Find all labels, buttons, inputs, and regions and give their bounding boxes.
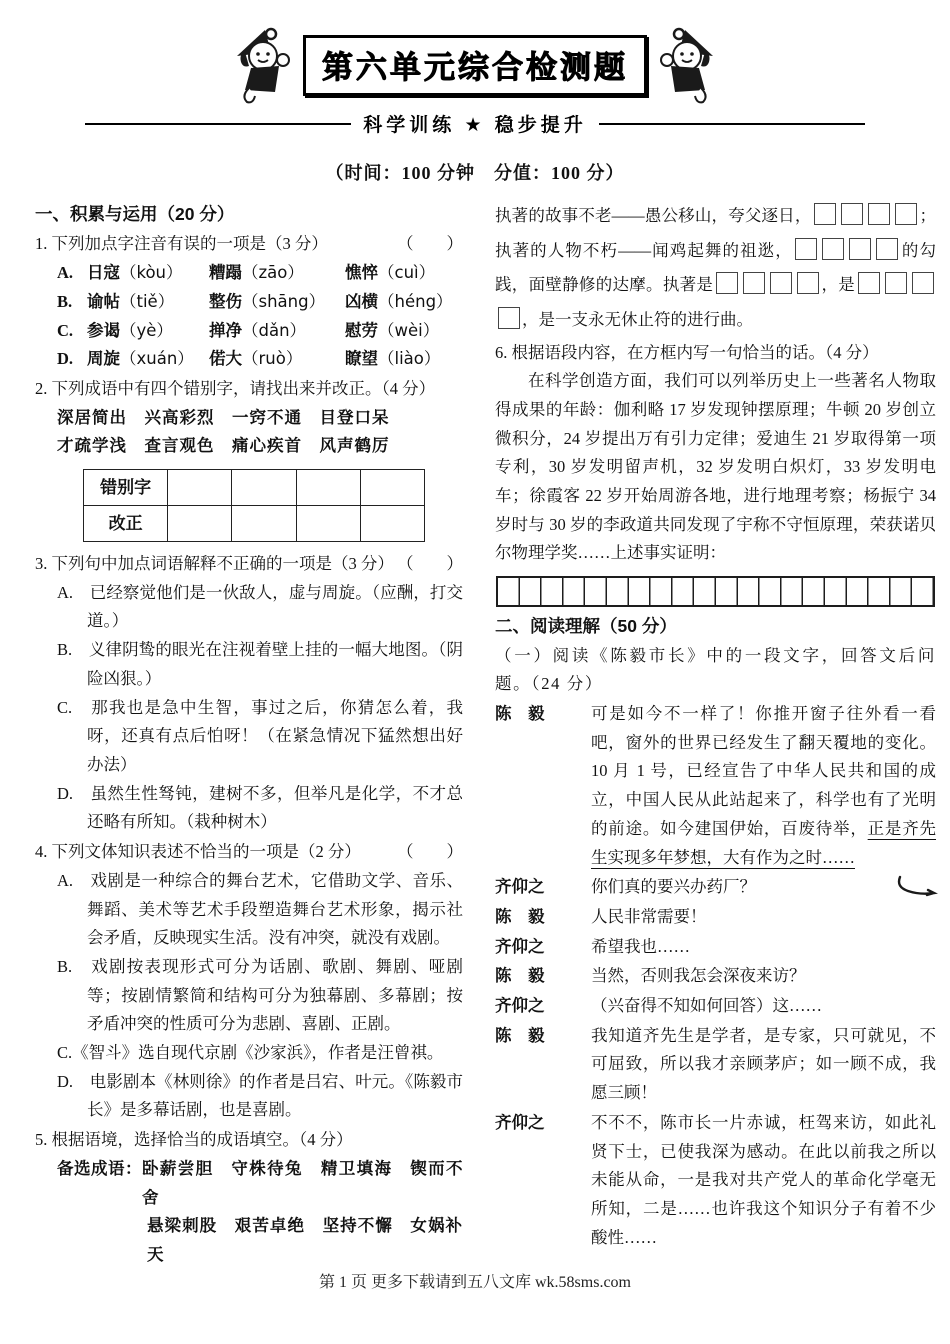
exam-title-box	[303, 35, 647, 96]
q1-answer-blank: （ ）	[397, 234, 463, 254]
q3-option-b: B. 义律阴鸷的眼光在注视着壁上挂的一幅大地图。（阴险凶狠。）	[57, 640, 464, 688]
q5-fill-seg1: 执著的故事不老——愚公移山，夸父逐日，	[495, 206, 812, 225]
underlined-text: 正是齐先生实现多年梦想，大有作为之时……	[591, 818, 937, 867]
q1-option-d	[35, 345, 463, 374]
q1-d-word2: 偌大（ruò）	[209, 349, 303, 369]
speaker-name: 陈 毅	[495, 967, 545, 986]
q4-option-a: A. 戏剧是一种综合的舞台艺术，它借助文学、音乐、舞蹈、美术等艺术手段塑造舞台艺术形象，揭示社会矛盾，反映现实生活。没有冲突，就没有戏剧。	[57, 870, 464, 948]
q1-a-word1: 日寇（kòu）	[87, 263, 183, 283]
speaker-name: 陈 毅	[495, 705, 545, 724]
answer-box[interactable]	[797, 272, 819, 294]
question-3	[35, 550, 463, 837]
q2-cell[interactable]	[360, 506, 424, 542]
answer-box[interactable]	[876, 238, 898, 260]
q2-idioms-line1: 深居简出 兴高彩烈 一窍不通 目登口呆	[57, 407, 390, 427]
dialogue-text: 可是如今不一样了！你推开窗子往外看一看吧，窗外的世界已经发生了翻天覆地的变化。10 月 1 号，已经宣告了中华人民共和国的成立，中国人民从此站起来了，科学也有了光明的前途。如今建国伊始，百废待举，正是齐先生实现多年梦想，大有作为之时……	[591, 704, 937, 867]
dialogue-line	[495, 1022, 936, 1108]
dialogue-line	[495, 1109, 936, 1253]
dialogue-line	[495, 933, 936, 962]
answer-box[interactable]	[795, 238, 817, 260]
mascot-left-icon	[227, 26, 301, 104]
q1-c-word2: 掸净（dǎn）	[209, 320, 307, 340]
section2-heading: 二、阅读理解（50 分）	[495, 616, 677, 637]
dialogue-line	[495, 992, 936, 1021]
q1-d-label: D.	[57, 349, 74, 369]
pen-stroke-mark	[890, 867, 942, 907]
question-6	[495, 339, 936, 608]
q5-idioms-line1: 备选成语： 卧薪尝胆 守株待兔 精卫填海 锲而不舍	[35, 1155, 463, 1212]
dialogue-text: 我知道齐先生是学者，是专家，只可就见，不可屈致，所以我才亲顾茅庐；如一顾不成，我愿三顾！	[591, 1025, 936, 1103]
q4-option-d: D. 电影剧本《林则徐》的作者是吕宕、叶元。《陈毅市长》是多幕话剧，也是喜剧。	[57, 1071, 464, 1120]
q4-option-c: C.《智斗》选自现代京剧《沙家浜》，作者是汪曾祺。	[57, 1043, 444, 1063]
q1-c-label: C.	[57, 320, 74, 340]
speaker-name: 齐仰之	[495, 1113, 545, 1132]
dialogue-text: 当然，否则我怎会深夜来访？	[591, 966, 806, 986]
q1-d-word1: 周旋（xuán）	[87, 349, 194, 369]
q5-fill-seg5: ，是一支永无休止符的进行曲。	[522, 309, 753, 329]
q2-cell[interactable]	[168, 506, 232, 542]
answer-box[interactable]	[770, 272, 792, 294]
speaker-name: 齐仰之	[495, 937, 545, 956]
right-column	[495, 199, 936, 1270]
q2-cell[interactable]	[360, 470, 424, 506]
q2-correction-table	[83, 469, 425, 542]
answer-box[interactable]	[814, 203, 836, 225]
q1-c-word1: 参谒（yè）	[87, 320, 173, 340]
q6-stem: 6. 根据语段内容，在方框内写一句恰当的话。（4 分）	[495, 342, 879, 362]
title-banner	[0, 26, 950, 104]
q3-option-c: C. 那我也是急中生智，事过之后，你猜怎么着，我呀，还真有点后怕呀！（在紧急情况下猛然想出好办法）	[57, 697, 464, 774]
q5-fill-seg3: 的勾践，面壁静修的达摩。执著是	[495, 240, 937, 295]
q2-cell[interactable]	[296, 506, 360, 542]
answer-box[interactable]	[716, 272, 738, 294]
table-row	[84, 470, 425, 506]
reading-intro: （一）阅读《陈毅市长》中的一段文字，回答文后问题。（24 分）	[495, 645, 936, 694]
dialogue-text: 希望我也……	[591, 936, 690, 956]
q5-fill-seg4: ，是	[821, 275, 855, 295]
answer-box[interactable]	[868, 203, 890, 225]
q5-idioms-line2: 悬梁刺股 艰苦卓绝 坚持不懈 女娲补天	[147, 1216, 463, 1264]
q2-idioms-line2: 才疏学浅 查言观色 痛心疾首 风声鹤厉	[57, 436, 390, 456]
q6-passage: 在科学创造方面，我们可以列举历史上一些著名人物取得成果的年龄：伽利略 17 岁发现钟摆原理；牛顿 20 岁创立微积分，24 岁提出万有引力定律；爱迪生 21 岁取得第一项专利，30 岁发明留声机，32 岁发明白炽灯，33 岁发明电车；徐霞客 22 岁开始周游各地，进行地理考察；杨振宁 34 岁时与 30 岁的李政道共同发现了宇称不守恒原理，荣获诺贝尔物理学奖……上述事实证明：	[495, 371, 936, 563]
q5-label: 备选成语：	[57, 1158, 142, 1178]
rule-left	[85, 123, 351, 125]
q2-cell[interactable]	[232, 470, 296, 506]
q5-fill-seg2: ；执著的人物不朽——闻鸡起舞的祖逖，	[495, 206, 936, 260]
speaker-name: 齐仰之	[495, 878, 545, 897]
question-5	[35, 1126, 463, 1270]
answer-box[interactable]	[885, 272, 907, 294]
exam-subtitle: 科学训练 ★ 稳步提升	[363, 115, 587, 136]
q4-answer-blank: （ ）	[397, 842, 463, 862]
answer-box[interactable]	[822, 238, 844, 260]
page-footer	[0, 1269, 950, 1292]
q5-fill-paragraph	[495, 199, 936, 338]
question-1	[35, 230, 463, 374]
q2-cell[interactable]	[296, 470, 360, 506]
q5-stem: 5. 根据语境，选择恰当的成语填空。（4 分）	[35, 1130, 353, 1150]
answer-box[interactable]	[849, 238, 871, 260]
dialogue-text: （兴奋得不知如何回答）这……	[591, 996, 822, 1016]
q2-row2-header: 改正	[84, 506, 168, 542]
left-column	[35, 199, 463, 1270]
q1-a-word2: 糟蹋（zāo）	[209, 263, 304, 283]
answer-box[interactable]	[841, 203, 863, 225]
q1-a-word3: 憔悴（cuì）	[345, 263, 436, 283]
q2-stem: 2. 下列成语中有四个错别字，请找出来并改正。（4 分）	[35, 378, 436, 398]
page-header	[0, 0, 950, 185]
answer-box[interactable]	[498, 307, 520, 329]
exam-meta: （时间：100 分钟 分值：100 分）	[325, 163, 625, 183]
q1-b-label: B.	[57, 291, 73, 311]
dialogue-text: 你们真的要兴办药厂？	[591, 877, 756, 897]
q2-cell[interactable]	[232, 506, 296, 542]
answer-box[interactable]	[912, 272, 934, 294]
q3-option-a: A. 已经察觉他们是一伙敌人，虚与周旋。（应酬，打交道。）	[57, 582, 464, 631]
q1-d-word3: 瞭望（liào）	[345, 349, 441, 369]
question-4	[35, 838, 463, 1125]
section1-heading: 一、积累与运用（20 分）	[35, 204, 235, 224]
speaker-name: 陈 毅	[495, 1026, 545, 1045]
dialogue-line	[495, 962, 936, 991]
q3-option-d: D. 虽然生性驽钝，建树不多，但举凡是化学，不才总还略有所知。（栽种树木）	[57, 783, 464, 832]
mascot-right-icon	[649, 26, 723, 104]
q1-b-word3: 凶横（héng）	[345, 291, 453, 311]
q1-option-b	[35, 288, 463, 317]
q2-cell[interactable]	[168, 470, 232, 506]
subtitle-rule	[85, 110, 865, 137]
content-columns	[0, 185, 950, 1270]
speaker-name: 齐仰之	[495, 997, 545, 1016]
answer-box[interactable]	[743, 272, 765, 294]
q6-answer-grid[interactable]	[496, 576, 935, 607]
dialogue-text: 人民非常需要！	[591, 906, 707, 926]
speaker-name: 陈 毅	[495, 907, 545, 926]
q2-row1-header: 错别字	[84, 470, 168, 506]
q1-a-label: A.	[57, 263, 74, 283]
rule-right	[599, 123, 865, 125]
answer-box[interactable]	[858, 272, 880, 294]
q4-stem: 4. 下列文体知识表述不恰当的一项是（2 分）	[35, 842, 361, 862]
dialogue-text: 不不不，陈市长一片赤诚，枉驾来访，如此礼贤下士，已使我深为感动。在此以前我之所以未能从命，一是我对共产党人的革命化学毫无所知，二是……也许我这个知识分子有着不少酸性……	[591, 1112, 936, 1247]
question-2	[35, 375, 463, 542]
footer-link[interactable]: 第 1 页 更多下载请到五八文库 wk.58sms.com	[318, 1274, 631, 1291]
q3-stem: 3. 下列句中加点词语解释不正确的一项是（3 分）	[35, 554, 394, 574]
q1-option-c	[35, 317, 463, 346]
q1-c-word3: 慰劳（wèi）	[345, 320, 440, 340]
dialogue-line	[495, 903, 936, 932]
q1-option-a	[35, 259, 463, 288]
q3-answer-blank: （ ）	[397, 554, 463, 574]
dialogue-line	[495, 873, 936, 902]
table-row	[84, 506, 425, 542]
q1-stem: 1. 下列加点字注音有误的一项是（3 分）	[35, 234, 328, 254]
dialogue-line	[495, 700, 936, 872]
q4-option-b: B. 戏剧按表现形式可分为话剧、歌剧、舞剧、哑剧等；按剧情繁简和结构可分为独幕剧、多幕剧；按矛盾冲突的性质可分为悲剧、喜剧、正剧。	[57, 956, 464, 1034]
exam-title: 第六单元综合检测题	[322, 49, 628, 85]
q1-b-word1: 谕帖（tiě）	[87, 291, 175, 311]
q1-b-word2: 整伤（shāng）	[209, 291, 326, 311]
answer-box[interactable]	[895, 203, 917, 225]
